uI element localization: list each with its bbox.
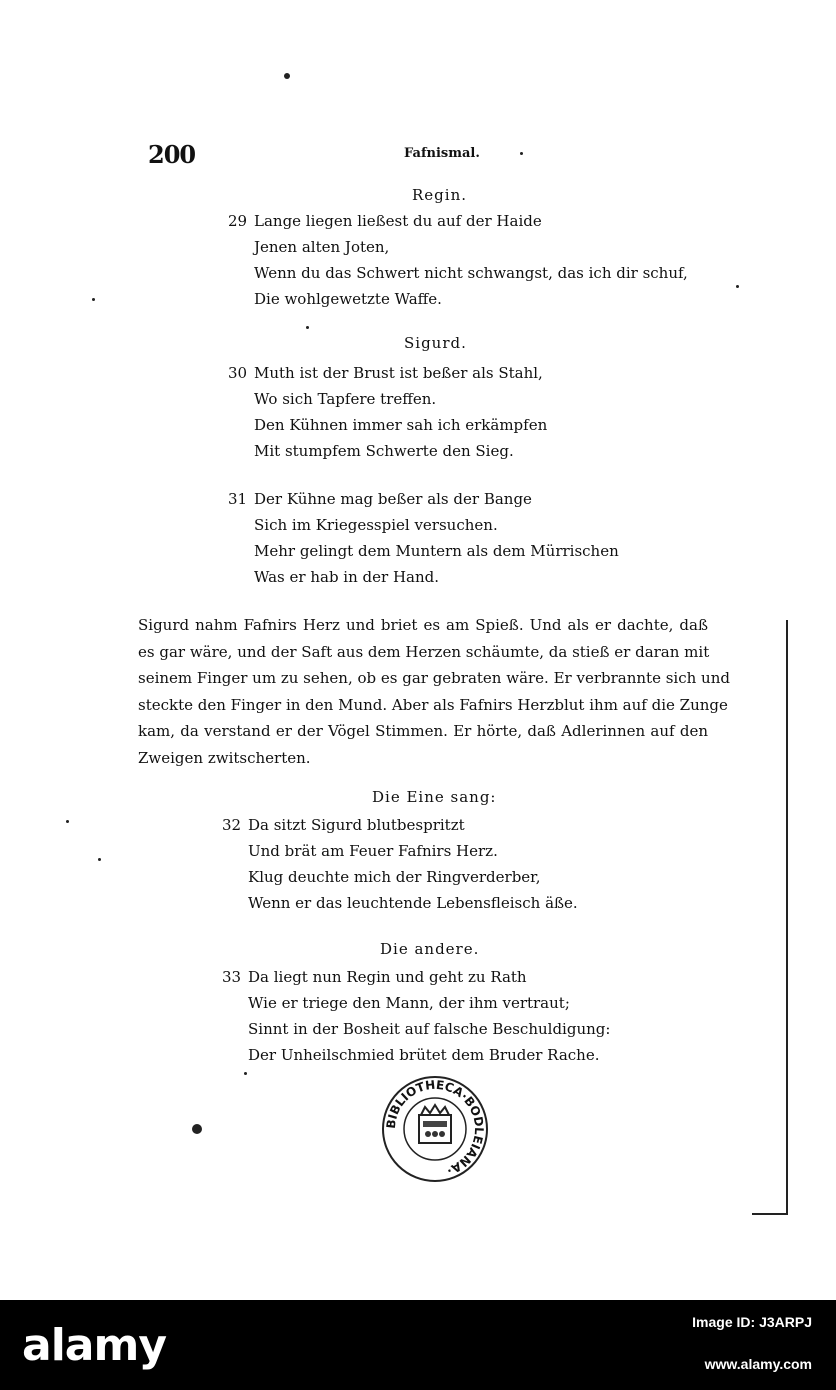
ink-speck (66, 820, 69, 823)
prose-line: kam, da verstand er der Vögel Stimmen. Er hörte, daß Adlerinnen auf den (138, 722, 708, 740)
margin-rule (786, 620, 788, 1215)
verse-line: Der Unheilschmied brütet dem Bruder Rache. (248, 1046, 600, 1064)
stanza-30 (228, 360, 548, 464)
verse-line: 33 Da liegt nun Regin und geht zu Rath (248, 964, 610, 990)
verse-line: 31 Der Kühne mag beßer als der Bange (254, 486, 619, 512)
verse-line: 29 Lange liegen ließest du auf der Haide (254, 208, 688, 234)
verse-line: Wenn er das leuchtende Lebensfleisch äße. (248, 894, 578, 912)
verse-line: Sich im Kriegesspiel versuchen. (254, 516, 498, 534)
stanza-number: 29 (228, 212, 248, 230)
stanza-number: 32 (222, 816, 242, 834)
verse-line: Klug deuchte mich der Ringverderber, (248, 868, 541, 886)
ink-speck (98, 858, 101, 861)
verse-line: 30 Muth ist der Brust ist beßer als Stahl, (254, 360, 547, 386)
verse-line: Mehr gelingt dem Muntern als dem Mürrischen (254, 542, 619, 560)
ink-speck (92, 298, 95, 301)
ink-speck (306, 326, 309, 329)
speaker-heading-die-andere: Die andere. (380, 940, 480, 958)
verse-line: Sinnt in der Bosheit auf falsche Beschuldigung: (248, 1020, 611, 1038)
verse-line: Wenn du das Schwert nicht schwangst, das ich dir schuf, (254, 264, 688, 282)
verse-line: Mit stumpfem Schwerte den Sieg. (254, 442, 514, 460)
prose-paragraph (138, 612, 730, 771)
stanza-31 (228, 486, 619, 590)
verse-line: Was er hab in der Hand. (254, 568, 440, 586)
stanza-number: 33 (222, 968, 242, 986)
speaker-heading-die-eine: Die Eine sang: (372, 788, 497, 806)
stanza-32 (222, 812, 578, 916)
page-header (0, 140, 836, 170)
prose-line: Zweigen zwitscherten. (138, 748, 311, 767)
verse-line: Wo sich Tapfere treffen. (254, 390, 437, 408)
crown-shield-icon (419, 1105, 451, 1143)
ink-speck (244, 1072, 247, 1075)
prose-line: steckte den Finger in den Mund. Aber als Fafnirs Herzblut ihm auf die Zunge (138, 695, 728, 714)
ink-speck (520, 152, 523, 155)
alamy-logo: alamy (22, 1320, 166, 1371)
ink-speck (284, 73, 290, 79)
library-stamp (381, 1075, 489, 1183)
speaker-heading-sigurd: Sigurd. (404, 334, 467, 352)
stanza-number: 30 (228, 364, 248, 382)
verse-line: 32 Da sitzt Sigurd blutbespritzt (248, 812, 578, 838)
image-id: Image ID: J3ARPJ (692, 1314, 812, 1330)
prose-line: seinem Finger um zu sehen, ob es gar gebraten wäre. Er verbrannte sich und (138, 669, 730, 687)
verse-line: Die wohlgewetzte Waffe. (254, 290, 442, 308)
watermark-footer (0, 1300, 836, 1390)
page-number: 200 (148, 140, 196, 169)
svg-text:BIBLIOTHECA·BODLEIANA·: BIBLIOTHECA·BODLEIANA· (383, 1077, 487, 1178)
verse-line: Jenen alten Joten, (254, 238, 390, 256)
stanza-33 (222, 964, 611, 1068)
verse-line: Wie er triege den Mann, der ihm vertraut; (248, 994, 570, 1012)
speaker-heading-regin: Regin. (412, 186, 467, 204)
ink-speck (192, 1124, 202, 1134)
prose-line: Sigurd nahm Fafnirs Herz und briet es am Spieß. Und als er dachte, daß (138, 616, 708, 634)
margin-rule (752, 1213, 788, 1215)
ink-speck (736, 285, 739, 288)
verse-line: Und brät am Feuer Fafnirs Herz. (248, 842, 498, 860)
stanza-number: 31 (228, 490, 248, 508)
running-title: Fafnismal. (404, 146, 480, 161)
verse-line: Den Kühnen immer sah ich erkämpfen (254, 416, 548, 434)
stanza-29 (228, 208, 688, 312)
prose-line: es gar wäre, und der Saft aus dem Herzen schäumte, da stieß er daran mit (138, 642, 710, 661)
footer-url[interactable]: www.alamy.com (704, 1356, 812, 1372)
